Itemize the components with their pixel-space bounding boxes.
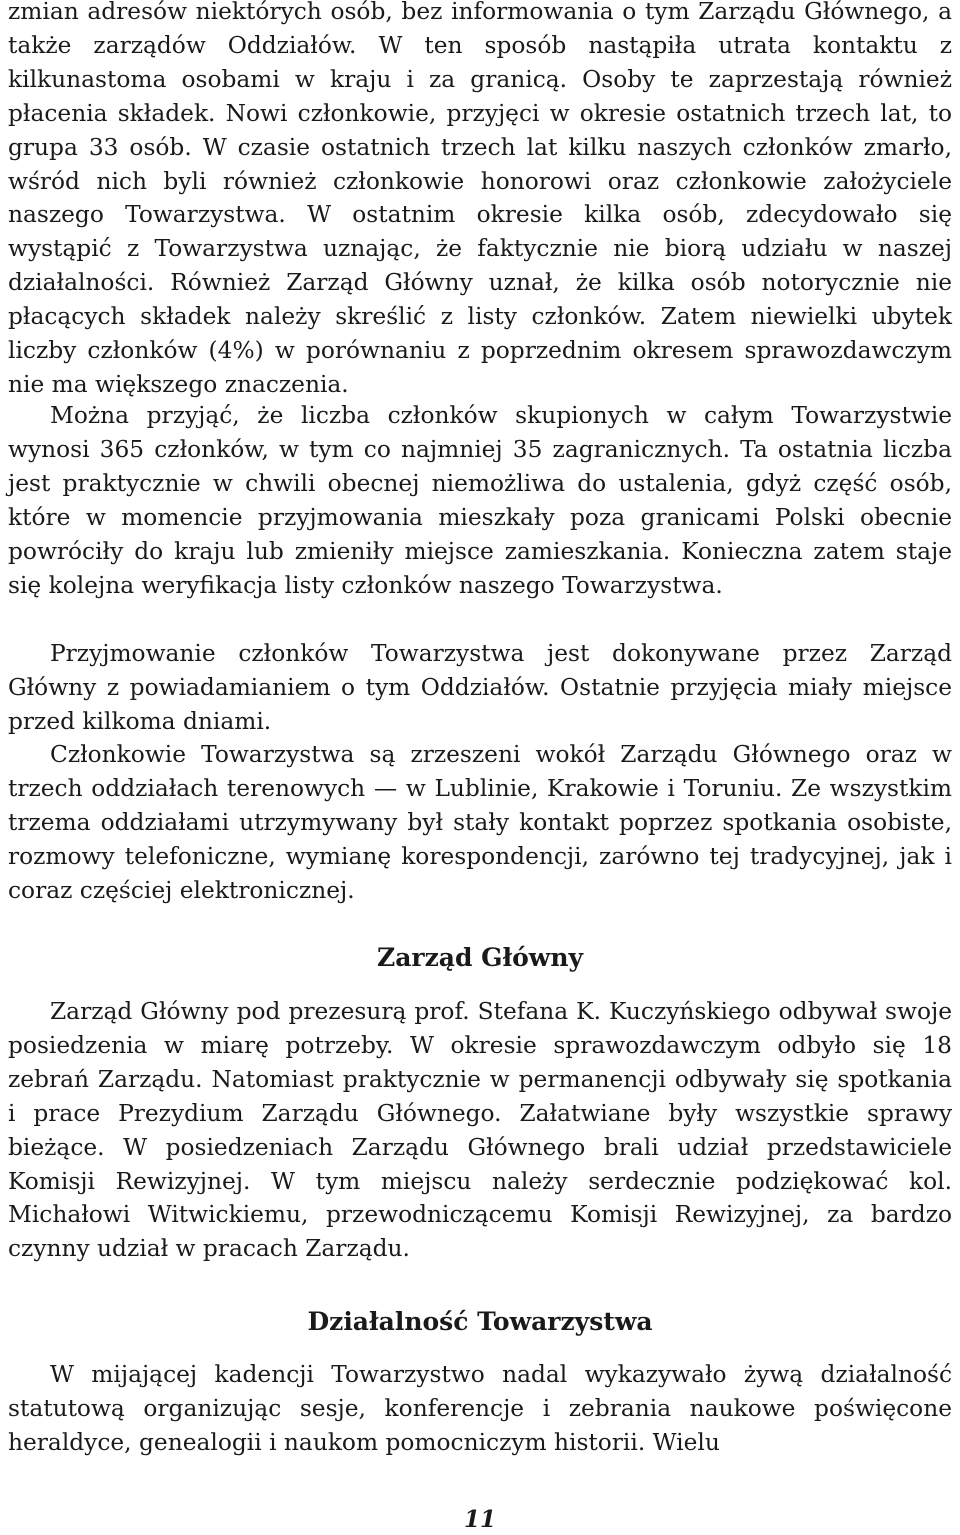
paragraph-member-count: Można przyjąć, że liczba członków skupionych w całym Towarzystwie wynosi 365 członków, w tym co najmniej 35 zagranicznych. Ta ostatnia liczba jest praktycznie w chwili obecnej niemożliwa do ustalenia, gdyż część osób, które w momencie przyjmowania mieszkały poza granicami Polski obecnie powróciły do kraju lub zmieniły miejsce zamieszkania. Konieczna zatem staje się kolejna weryfikacja listy członków naszego Towarzystwa. (8, 402, 952, 599)
page-number: 11 (463, 1506, 496, 1533)
paragraph-branches: Członkowie Towarzystwa są zrzeszeni wokół Zarządu Głównego oraz w trzech oddziałach terenowych — w Lublinie, Krakowie i Toruniu. Ze wszystkim trzema oddziałami utrzymywany był stały kontakt poprzez spotkania osobiste, rozmowy telefoniczne, wymianę korespondencji, zarówno tej tradycyjnej, jak i coraz częściej elektronicznej. (8, 741, 952, 904)
section-heading-dzialalnosc: Działalność Towarzystwa (307, 1307, 653, 1336)
paragraph-membership-changes: zmian adresów niektórych osób, bez informowania o tym Zarządu Głównego, a także zarządów Oddziałów. W ten sposób nastąpiła utrata kontaktu z kilkunastoma osobami w kraju i za granicą. Osoby te zaprzestają również płacenia składek. Nowi członkowie, przyjęci w okresie ostatnich trzech lat, to grupa 33 osób. W czasie ostatnich trzech lat kilku naszych członków zmarło, wśród nich byli również członkowie honorowi oraz członkowie założyciele naszego Towarzystwa. W ostatnim okresie kilka osób, zdecydowało się wystąpić z Towarzystwa uznając, że faktycznie nie biorą udziału w naszej działalności. Również Zarząd Główny uznał, że kilka osób notorycznie nie płacących składek należy skreślić z listy członków. Zatem niewielki ubytek liczby członków (4%) w porównaniu z poprzednim okresem sprawozdawczym nie ma większego znaczenia. (8, 0, 952, 398)
section-heading-zarzad-glowny: Zarząd Główny (376, 943, 584, 972)
paragraph-dzialalnosc: W mijającej kadencji Towarzystwo nadal wykazywało żywą działalność statutową organizując sesje, konferencje i zebrania naukowe poświęcone heraldyce, genealogii i naukom pomocniczym historii. Wielu (8, 1361, 952, 1456)
paragraph-zarzad-glowny: Zarząd Główny pod prezesurą prof. Stefana K. Kuczyńskiego odbywał swoje posiedzenia w miarę potrzeby. W okresie sprawozdawczym odbyło się 18 zebrań Zarządu. Natomiast praktycznie w permanencji odbywały się spotkania i prace Prezydium Zarządu Głównego. Załatwiane były wszystkie sprawy bieżące. W posiedzeniach Zarządu Głównego brali udział przedstawiciele Komisji Rewizyjnej. W tym miejscu należy serdecznie podziękować kol. Michałowi Witwickiemu, przewodniczącemu Komisji Rewizyjnej, za bardzo czynny udział w pracach Zarządu. (8, 998, 952, 1263)
paragraph-admission: Przyjmowanie członków Towarzystwa jest dokonywane przez Zarząd Główny z powiadamianiem o tym Oddziałów. Ostatnie przyjęcia miały miejsce przed kilkoma dniami. (8, 640, 952, 735)
